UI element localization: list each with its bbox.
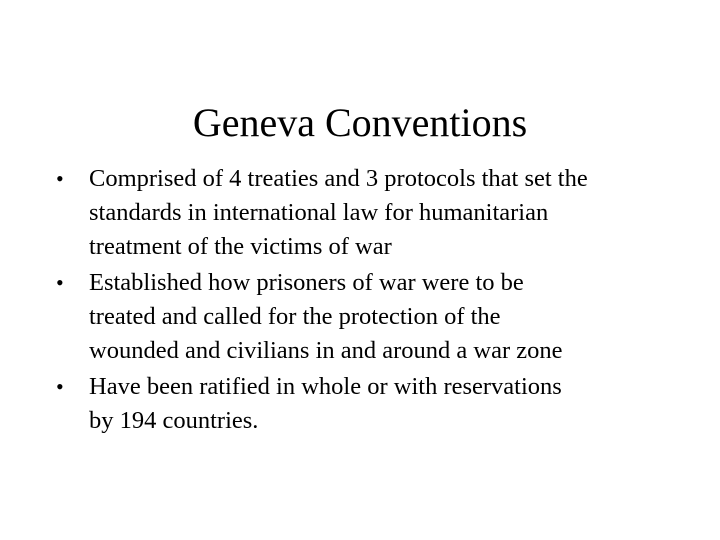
bullet-text-line: wounded and civilians in and around a war zone xyxy=(89,337,563,364)
bullet-text-line: treated and called for the protection of the xyxy=(89,303,501,330)
bullet-icon: • xyxy=(56,270,64,295)
bullet-item-treaties xyxy=(54,162,684,264)
bullet-list xyxy=(54,162,684,440)
bullet-text-line: standards in international law for humanitarian xyxy=(89,199,549,226)
slide-title: Geneva Conventions xyxy=(192,100,528,145)
bullet-text-line: Have been ratified in whole or with reservations xyxy=(89,373,562,400)
bullet-text-line: Comprised of 4 treaties and 3 protocols that set the xyxy=(89,165,588,192)
bullet-text-line: treatment of the victims of war xyxy=(89,233,392,260)
bullet-icon: • xyxy=(56,374,64,399)
bullet-item-ratification xyxy=(54,370,684,438)
bullet-item-prisoners xyxy=(54,266,684,368)
bullet-text-line: Established how prisoners of war were to be xyxy=(89,269,524,296)
bullet-text-line: by 194 countries. xyxy=(89,407,259,434)
bullet-icon: • xyxy=(56,166,64,191)
